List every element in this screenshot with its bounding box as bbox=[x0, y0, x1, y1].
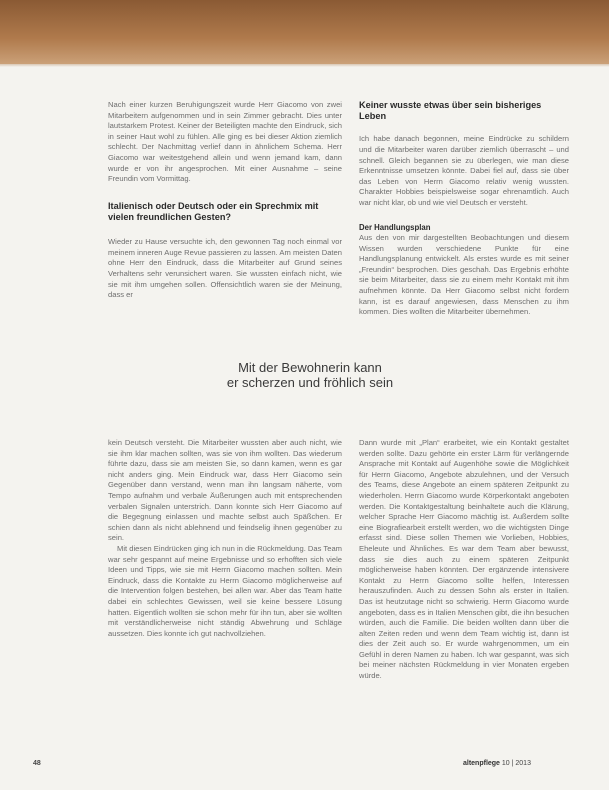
paragraph: Mit diesen Eindrücken ging ich nun in die Rückmeldung. Das Team war sehr gespannt auf meine Ergebnisse und so erhofften sich viele Ideen und Tipps, wie sie mit Herrn Giacomo machen sollten. Mein Eindruck, dass die Kontakte zu Herrn Giacomo möglicherweise auf die Intervention folgen bestehen, bei allen war. Aber das Team hatte dabei ein schlechtes Gewissen, weil sie keine bessere Lösung hatten. Eigentlich wollten sie schon mehr für ihn tun, aber sie wollten mit verständlicherweise nicht ständig Abwehrung und Schläge aussetzen. Dies konnte ich gut nachvollziehen. bbox=[108, 543, 342, 638]
paragraph: kein Deutsch versteht. Die Mitarbeiter wussten aber auch nicht, wie sie ihm klar machen sollten, was sie von ihm wollten. Das wiederum führte dazu, dass sie am meisten Sie, so dann kamen, wenn es gar nicht anders ging. Mein Eindruck war, dass Herr Giacomo sein Gegenüber dann verstand, wenn man ihn langsam näherte, vom Tempo aufnahm und verbale Äußerungen auch mit entsprechenden verbalen Signalen unterstrich. Dann konnte sich Herr Giacomo auf die Begegnung einlassen und machte selbst auch Späßchen. Er schien dann als nicht ablehnend und feindselig ihnen gegenüber zu sein. bbox=[108, 438, 342, 543]
section-heading: Italienisch oder Deutsch oder ein Sprechmix mit vielen freundlichen Gesten? bbox=[108, 200, 319, 222]
header-color-band bbox=[0, 0, 609, 64]
magazine-name: altenpflege bbox=[463, 760, 500, 767]
page-footer bbox=[0, 760, 609, 774]
article-column-right-bottom bbox=[359, 438, 569, 682]
article-column-right-top bbox=[359, 100, 569, 318]
article-column-left-top bbox=[108, 100, 342, 301]
paragraph: Nach einer kurzen Beruhigungszeit wurde Herr Giacomo von zwei Mitarbeitern aufgenommen und in sein Zimmer gebracht. Dies unter lautstarkem Protest. Keiner der Beteiligten machte den Eindruck, sich in seiner Haut wohl zu fühlen. Alle ging es bei dieser Aktion ziemlich schlecht. Der Nachmittag verlief dann in ähnlichem Schema. Herr Giacomo war weitestgehend allein und wenn jemand kam, dann wurde er von ihr angesprochen. Mit einer Ausnahme – seine Freundin vom Vormittag. bbox=[108, 100, 342, 184]
paragraph: Ich habe danach begonnen, meine Eindrücke zu schildern und die Mitarbeiter waren darüber ziemlich überrascht – und schnell. Gleich begannen sie zu überlegen, wie man diese Erkenntnisse umsetzen könnte. Dabei fiel auf, dass sie über das Leben von Herrn Giacomo relativ wenig wussten. Charakter Hobbies beispielsweise sogar ehrenamtlich. Auch war nicht klar, ob und wie viel Deutsch er versteht. bbox=[359, 134, 569, 207]
scan-edge bbox=[0, 64, 609, 67]
paragraph: Dann wurde mit „Plan“ erarbeitet, wie ein Kontakt gestaltet werden sollte. Dazu gehörte ein erster Lärm für verlängernde Ansprache mit Kontakt auf Augenhöhe sowie die Möglichkeit für Herrn Giacomo, Angebote abzulehnen, und der Versuch des Teams, diese Angebote an einem späteren Zeitpunkt zu wiederholen. Herrn Giacomo wurde Körperkontakt angeboten werden. Die Kontaktgestaltung beinhaltete auch die Klärung, welcher Sprache Herr Giacomo mächtig ist. Außerdem sollte eine Biografiearbeit erstellt werden, wo die wichtigsten Dinge erfasst sind. Diese sollen Themen wie Vorlieben, Hobbies, Eheleute und Ähnliches. Es war dem Team aber bewusst, dass sie dies auch zu einem späteren Zeitpunkt möglicherweise haben könnten. Der ergänzende intensivere Kontakt zu Herrn Giacomo sollte helfen, Interessen herauszufinden. Auch zu dessen Sohn als erster in Italien. Das ist heutzutage nicht so schwierig. Herrn Giacomo wurde angeboten, dass es in Italien Menschen gibt, die ihn besuchen würden, auch die Familie. Die beiden wollten dann über die alten Zeiten reden und wenn dem Team wichtig ist, dann ist dies der Zeit auch so. Er wurde wahrgenommen, um ein Gefühl in deren Namen zu haben. Ich war gespannt, was sich bei meiner nächsten Rückmeldung in vier Monaten ergeben würde. bbox=[359, 438, 569, 681]
paragraph: Wieder zu Hause versuchte ich, den gewonnen Tag noch einmal vor meinem inneren Auge Revue passieren zu lassen. Am meisten Daten ohne Herr den Eindruck, dass die Mitarbeiter auf Grund seines Verhaltens sehr verunsichert waren. Sie wussten einfach nicht, wie sie mit ihm umgehen sollen. Offensichtlich waren sie der Meinung, dass er bbox=[108, 237, 342, 300]
article-column-left-bottom bbox=[108, 438, 342, 639]
issue-number: 10 | 2013 bbox=[501, 760, 531, 767]
paragraph: Aus den von mir dargestellten Beobachtungen und diesem Wissen wurden verschiedene Punkte für eine Handlungsplanung entwickelt. Als erstes wurde es mit seiner „Freundin“ besprochen. Dies geschah. Das Ergebnis erhöhte sie beim Mitarbeiter, dass sie zu einem mehr Kontakt mit ihm aufnehmen könnte. Da Herr Giacomo selbst nicht fordern kann, ist es darauf angewiesen, dass Menschen zu ihm kommen. Dies wollten die Mitarbeiter übernehmen. bbox=[359, 232, 569, 317]
section-heading: Keiner wusste etwas über sein bisheriges Leben bbox=[359, 100, 542, 122]
footer-publication bbox=[463, 760, 531, 767]
pull-quote bbox=[160, 360, 460, 391]
pull-quote-line: er scherzen und fröhlich sein bbox=[226, 375, 394, 391]
pull-quote-line: Mit der Bewohnerin kann bbox=[238, 360, 382, 375]
page-number: 48 bbox=[33, 760, 41, 767]
section-subheading: Der Handlungsplan bbox=[359, 222, 431, 232]
